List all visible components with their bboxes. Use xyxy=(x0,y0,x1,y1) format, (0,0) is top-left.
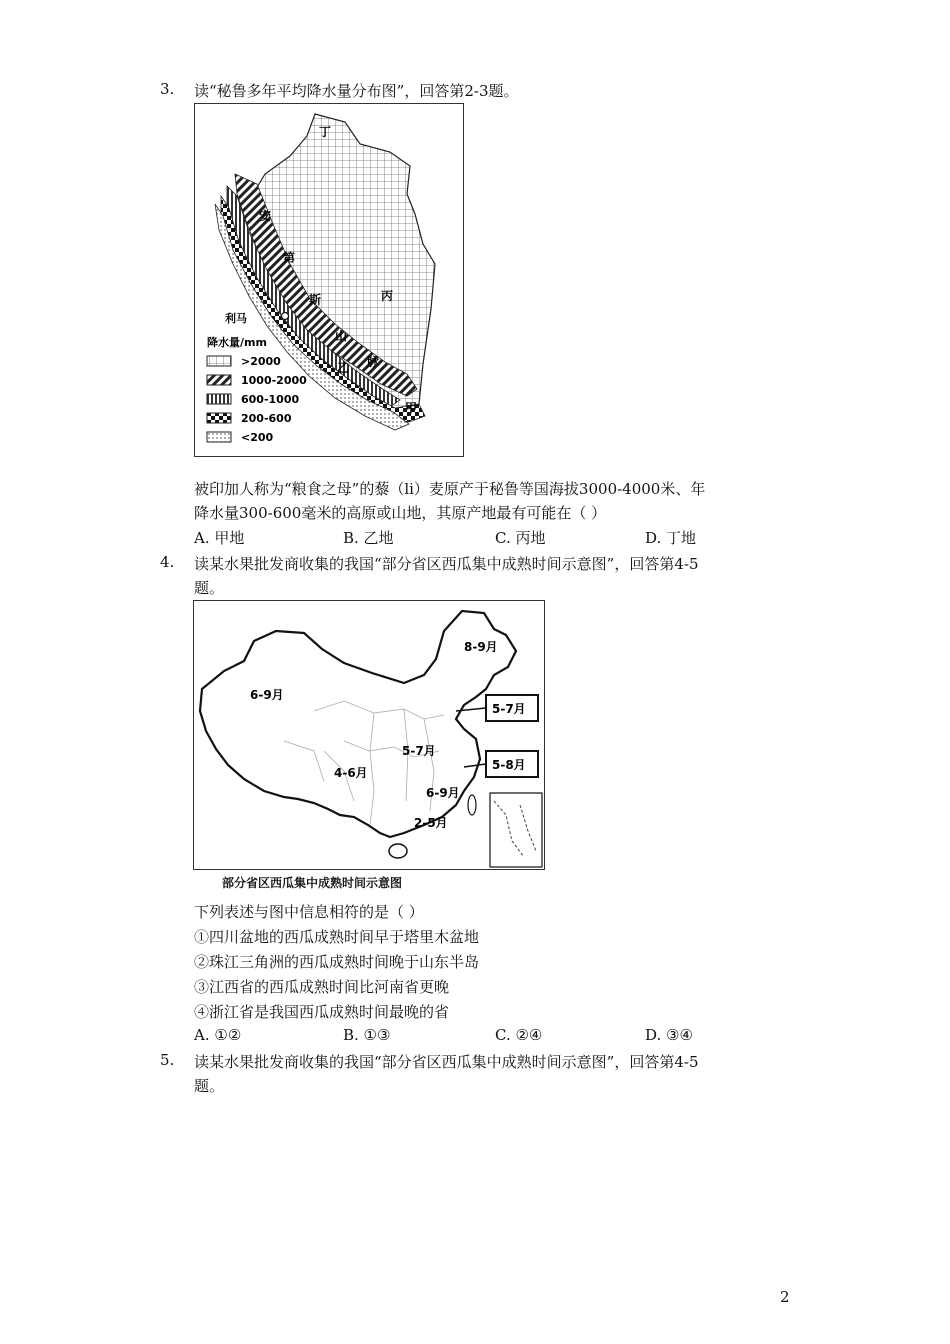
label-lima: 利马 xyxy=(225,312,247,325)
label-bing: 丙 xyxy=(381,289,394,303)
label-ding: 丁 xyxy=(319,125,332,139)
label-yi: 乙 xyxy=(337,361,350,375)
hainan-island xyxy=(389,844,407,858)
question-4-prompt-line1: 读某水果批发商收集的我国“部分省区西瓜集中成熟时间示意图”，回答第4-5 xyxy=(194,555,699,573)
question-4-statement-3: ③江西省的西瓜成熟时间比河南省更晚 xyxy=(194,978,450,996)
question-4-option-b: B. ①③ xyxy=(343,1026,391,1044)
legend-swatch-4 xyxy=(207,413,231,423)
question-4-option-a: A. ①② xyxy=(194,1026,242,1044)
question-3-option-c: C. 丙地 xyxy=(495,529,546,547)
label-zhejiang-box: 5-8月 xyxy=(492,758,526,772)
question-4-number: 4. xyxy=(160,553,175,571)
legend-item-5: <200 xyxy=(241,431,274,444)
lima-marker xyxy=(282,313,289,320)
question-3-option-a: A. 甲地 xyxy=(194,529,245,547)
question-5-prompt-line1: 读某水果批发商收集的我国“部分省区西瓜集中成熟时间示意图”，回答第4-5 xyxy=(194,1053,699,1071)
question-3-option-d: D. 丁地 xyxy=(645,529,697,547)
label-jia: 甲 xyxy=(405,401,418,415)
label-henan: 5-7月 xyxy=(402,744,436,758)
question-4-prompt-line2: 题。 xyxy=(194,579,225,597)
label-di: 第 xyxy=(283,251,296,265)
label-northeast: 8-9月 xyxy=(464,640,498,654)
label-jiangxi: 6-9月 xyxy=(426,786,460,800)
label-xinjiang: 6-9月 xyxy=(250,688,284,702)
peru-precipitation-map xyxy=(194,103,464,457)
legend-swatch-1 xyxy=(207,356,231,366)
peru-map-graphic xyxy=(195,104,463,456)
south-china-sea-inset xyxy=(490,793,542,867)
label-shan: 山 xyxy=(335,329,348,343)
taiwan-island xyxy=(468,795,476,815)
question-3-stem-line2: 降水量300-600毫米的高原或山地，其原产地最有可能在（ ） xyxy=(194,504,607,522)
china-watermelon-map xyxy=(193,600,545,870)
legend-swatch-5 xyxy=(207,432,231,442)
question-3-stem-line1: 被印加人称为“粮食之母”的藜（li）麦原产于秘鲁等国海拔3000-4000米、年 xyxy=(194,480,706,498)
china-map-caption: 部分省区西瓜集中成熟时间示意图 xyxy=(222,876,403,890)
label-shandong-box: 5-7月 xyxy=(492,702,526,716)
label-mai: 脉 xyxy=(367,355,380,369)
question-4-option-d: D. ③④ xyxy=(645,1026,693,1044)
question-4-statement-1: ①四川盆地的西瓜成熟时间早于塔里木盆地 xyxy=(194,928,480,946)
question-4-stem: 下列表述与图中信息相符的是（ ） xyxy=(194,903,424,921)
legend-title: 降水量/mm xyxy=(207,336,267,349)
question-4-option-c: C. ②④ xyxy=(495,1026,543,1044)
question-4-statement-2: ②珠江三角洲的西瓜成熟时间晚于山东半岛 xyxy=(194,953,480,971)
legend-item-4: 200-600 xyxy=(241,412,292,425)
legend-item-1: >2000 xyxy=(241,355,281,368)
question-3-option-b: B. 乙地 xyxy=(343,529,394,547)
question-5-prompt-line2: 题。 xyxy=(194,1077,225,1095)
question-3-number: 3. xyxy=(160,80,175,98)
label-si: 斯 xyxy=(309,293,322,307)
label-an: 安 xyxy=(259,209,272,223)
page-number: 2 xyxy=(780,1288,790,1306)
legend-item-3: 600-1000 xyxy=(241,393,300,406)
label-guangdong: 2-5月 xyxy=(414,816,448,830)
legend-swatch-2 xyxy=(207,375,231,385)
label-sichuan: 4-6月 xyxy=(334,766,368,780)
question-4-statement-4: ④浙江省是我国西瓜成熟时间最晚的省 xyxy=(194,1003,450,1021)
legend-item-2: 1000-2000 xyxy=(241,374,307,387)
question-3-prompt: 读“秘鲁多年平均降水量分布图”，回答第2-3题。 xyxy=(194,82,519,100)
question-5-number: 5. xyxy=(160,1051,175,1069)
china-map-graphic xyxy=(194,601,544,869)
legend-swatch-3 xyxy=(207,394,231,404)
